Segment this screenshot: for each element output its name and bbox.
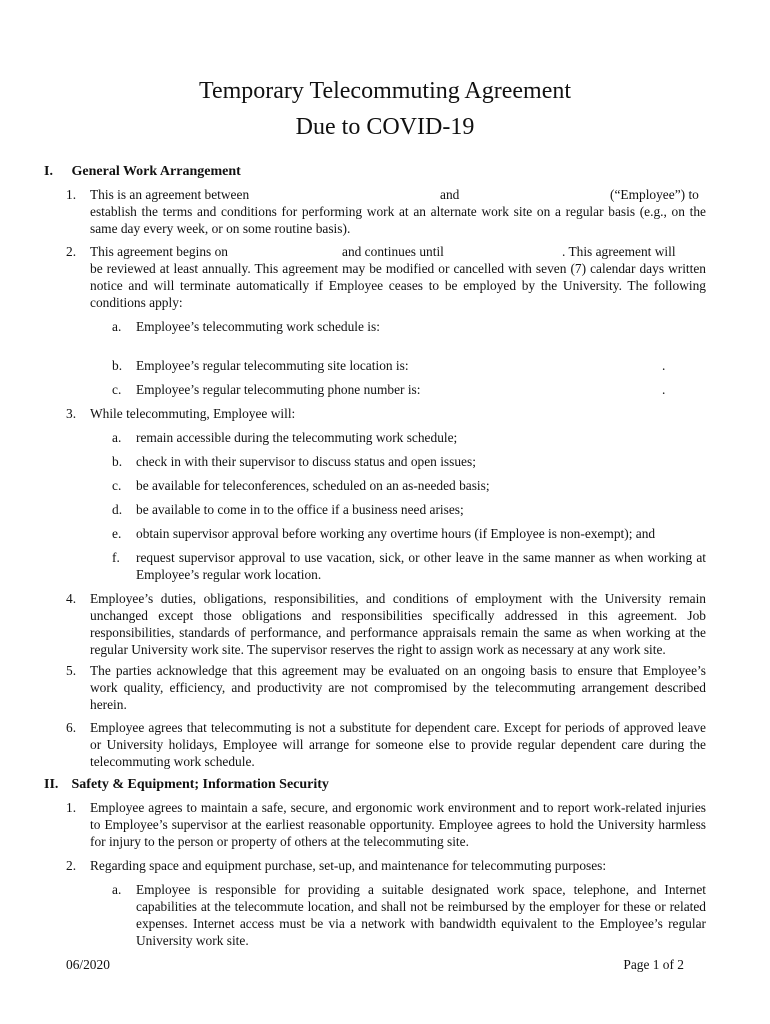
sub-item-text: Employee’s regular telecommuting site location is: [136, 358, 409, 373]
item-text: While telecommuting, Employee will: [90, 406, 296, 421]
item-number: 3. [66, 406, 77, 421]
item-text: Employee’s duties, obligations, responsibilities, and conditions of employment with the University remain unchanged except those obligations and responsibilities specifically addressed in this agreement. Job responsibilities, standards of performance, and performance appraisals remain the same as when working at the regular University work site. The supervisor reserves the right to assign work as necessary at any work site. [90, 591, 706, 657]
item-number: 1. [66, 800, 77, 815]
item-text: Employee agrees that telecommuting is not a substitute for dependent care. Except for periods of approved leave or University holidays, Employee will arrange for someone else to provide regular dependent care during the telecommuting work schedule. [90, 720, 706, 769]
section-number: II. [44, 777, 59, 792]
item-text: This agreement begins on [90, 244, 228, 259]
item-number: 4. [66, 591, 77, 606]
sub-item-text: obtain supervisor approval before working any overtime hours (if Employee is non-exempt); and [136, 526, 656, 541]
item-text: and [440, 187, 460, 202]
item-text: and continues until [342, 244, 444, 259]
sub-item-letter: d. [112, 502, 123, 517]
item-text: This is an agreement between [90, 187, 250, 202]
sub-item [112, 318, 706, 335]
sub-item-text: remain accessible during the telecommuting work schedule; [136, 430, 458, 445]
list-item [66, 719, 706, 770]
sub-item [112, 881, 706, 949]
item-number: 6. [66, 720, 77, 735]
list-item [66, 857, 706, 874]
list-item [66, 186, 706, 237]
section-title: General Work Arrangement [71, 164, 241, 179]
line-end-period: . [662, 382, 666, 397]
item-text: . This agreement will [562, 244, 676, 259]
sub-item-letter: a. [112, 882, 122, 897]
sub-item [112, 453, 706, 470]
sub-item-text: Employee’s telecommuting work schedule is: [136, 319, 380, 334]
item-number: 2. [66, 858, 77, 873]
document-title: Temporary Telecommuting Agreement [198, 78, 572, 104]
list-item [66, 243, 706, 311]
section-title: Safety & Equipment; Information Security [71, 777, 329, 792]
sub-item-letter: a. [112, 319, 122, 334]
item-text: Regarding space and equipment purchase, set-up, and maintenance for telecommuting purposes: [90, 858, 607, 873]
sub-item [112, 357, 706, 374]
list-item [66, 662, 706, 713]
sub-item-letter: b. [112, 454, 123, 469]
item-text: Employee agrees to maintain a safe, secure, and ergonomic work environment and to report work-related injuries to Employee’s supervisor at the earliest reasonable opportunity. Employee agrees to hold the University harmless for injury to the person or property of others at the telecommuting site. [90, 800, 706, 849]
list-item [66, 799, 706, 850]
sub-item-letter: f. [112, 550, 120, 565]
item-text: be reviewed at least annually. This agreement may be modified or cancelled with seven (7) calendar days written notice and will terminate automatically if Employee ceases to be employed by the University. The following conditions apply: [90, 261, 706, 310]
item-number: 1. [66, 187, 77, 202]
sub-item-text: check in with their supervisor to discuss status and open issues; [136, 454, 476, 469]
line-end-period: . [662, 358, 666, 373]
sub-item-text: request supervisor approval to use vacation, sick, or other leave in the same manner as when working at Employee’s regular work location. [136, 550, 706, 582]
item-text: (“Employee”) to [610, 187, 699, 202]
sub-item [112, 501, 706, 518]
sub-item-text: Employee is responsible for providing a suitable designated work space, telephone, and Internet capabilities at the telecommute location, and shall not be reimbursed by the employer for these or related expenses. Internet access must be via a network with bandwidth equivalent to the Employee’s regular University work site. [136, 882, 706, 948]
document-subtitle: Due to COVID-19 [295, 114, 475, 140]
item-text: establish the terms and conditions for performing work at an alternate work site on a regular basis (e.g., on the same day every week, or on some routine basis). [90, 204, 706, 236]
sub-item [112, 525, 706, 542]
section-number: I. [44, 164, 53, 179]
section-heading [44, 163, 241, 180]
footer-page-number: Page 1 of 2 [623, 957, 684, 972]
sub-item-letter: a. [112, 430, 122, 445]
sub-item-letter: e. [112, 526, 122, 541]
list-item [66, 590, 706, 658]
item-number: 2. [66, 244, 77, 259]
sub-item [112, 477, 706, 494]
item-text: The parties acknowledge that this agreement may be evaluated on an ongoing basis to ensure that Employee’s work quality, efficiency, and productivity are not compromised by the telecommuting arrangement described herein. [90, 663, 706, 712]
item-number: 5. [66, 663, 77, 678]
footer-date: 06/2020 [66, 957, 110, 972]
list-item [66, 405, 706, 422]
sub-item-letter: c. [112, 478, 122, 493]
sub-item-letter: c. [112, 382, 122, 397]
sub-item-text: be available to come in to the office if a business need arises; [136, 502, 464, 517]
sub-item-text: be available for teleconferences, scheduled on an as-needed basis; [136, 478, 490, 493]
sub-item-letter: b. [112, 358, 123, 373]
sub-item [112, 381, 706, 398]
section-heading [44, 776, 329, 793]
sub-item [112, 429, 706, 446]
sub-item-text: Employee’s regular telecommuting phone number is: [136, 382, 421, 397]
sub-item [112, 549, 706, 583]
